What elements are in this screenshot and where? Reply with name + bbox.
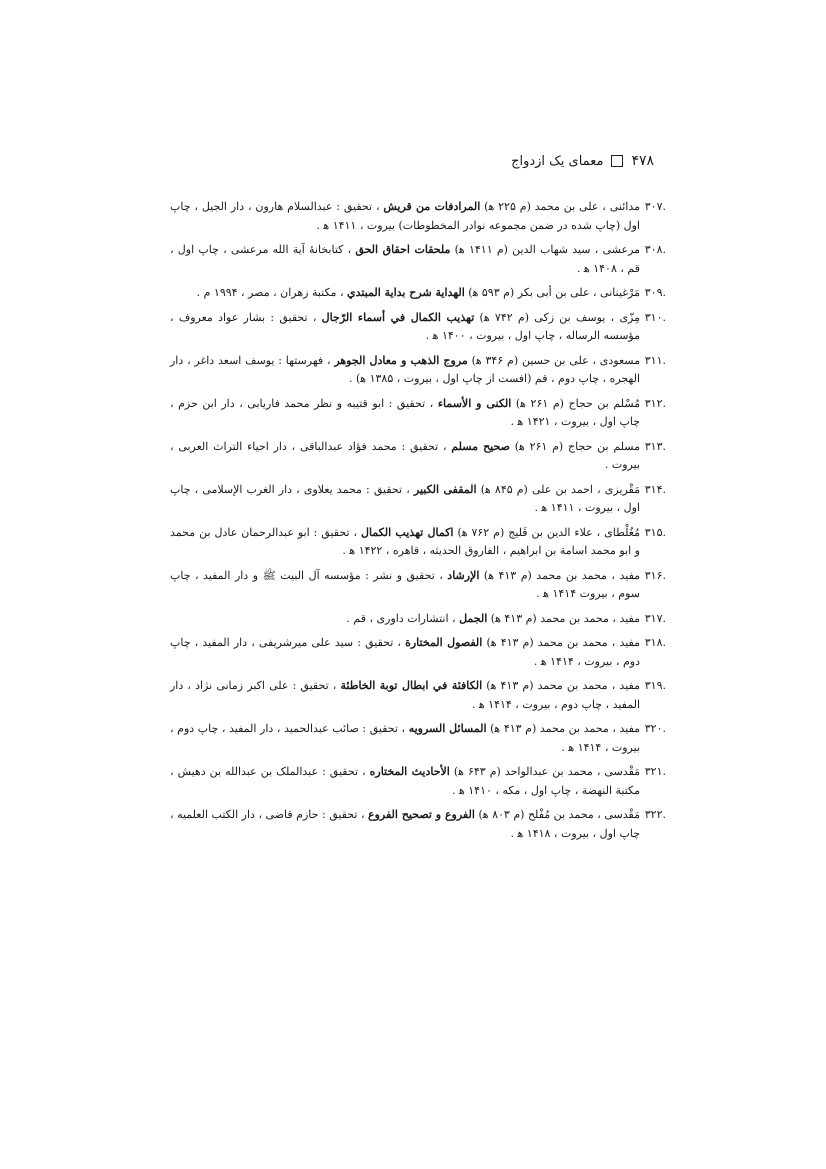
entry-author: مُسْلم بن حجاج (م ۲۶۱ ﻫ)	[515, 396, 641, 410]
bibliography-entry	[170, 284, 666, 303]
entry-author: مَقْدسی ، محمد بن مُفْلح (م ۸۰۳ ﻫ)	[478, 808, 640, 821]
entry-details: ، فهرستها : یوسف اسعد داغر ، دار الهجره ، چاپ دوم ، قم (افست از چاپ اول ، بیروت ، ۱۳۸۵ ﻫ) .	[170, 353, 640, 385]
square-ornament-icon	[611, 155, 623, 167]
entry-author: مفید ، محمد بن محمد (م ۴۱۳ ﻫ)	[486, 636, 640, 649]
entry-author: مرعشی ، سید شهاب الدین (م ۱۴۱۱ ﻫ)	[454, 243, 641, 256]
entry-details: ، انتشارات داوری ، قم .	[346, 611, 456, 625]
entry-details: ، تحقیق : ابو عبدالرحمان عادل بن محمد و ابو محمد اسامة بن ابراهیم ، الفاروق الحدیثه ، قاهره ، ۱۴۲۲ ﻫ .	[170, 525, 640, 557]
entry-author: مدائنی ، علی بن محمد (م ۲۲۵ ﻫ)	[484, 200, 641, 213]
entry-number: ۳۱۹.	[644, 679, 666, 692]
bibliography-entry	[170, 610, 666, 629]
entry-details: ، تحقیق : علی اکبر زمانی نژاد ، دار المفید ، چاپ دوم ، بیروت ، ۱۴۱۴ ﻫ .	[170, 679, 640, 711]
entry-author: مفید ، محمد بن محمد (م ۴۱۳ ﻫ)	[490, 611, 640, 625]
entry-details: ، تحقیق : حازم قاضی ، دار الکتب العلمیه ، چاپ اول ، بیروت ، ۱۴۱۸ ﻫ .	[170, 808, 640, 840]
bibliography-entry	[170, 806, 666, 843]
entry-author: مَرْغینانی ، علی بن أبی بکر (م ۵۹۳ ﻫ)	[468, 286, 640, 299]
entry-number: ۳۲۰.	[644, 722, 666, 735]
entry-number: ۳۰۹.	[644, 286, 666, 299]
bibliography-entry	[170, 438, 666, 475]
bibliography-entry	[170, 395, 666, 432]
entry-details: ، کتابخانهٔ آیة الله مرعشی ، چاپ اول ، قم ، ۱۴۰۸ ﻫ .	[170, 243, 640, 275]
entry-number: ۳۱۷.	[644, 611, 666, 625]
entry-details: ، تحقیق : محمد یعلاوی ، دار الغرب الإسلامی ، چاپ اول ، بیروت ، ۱۴۱۱ ﻫ .	[170, 482, 640, 514]
bibliography-entry	[170, 198, 666, 235]
entry-title: الكافئة في ابطال توبة الخاطئة	[340, 679, 483, 692]
entry-title: صحيح مسلم	[451, 439, 510, 453]
entry-author: مَقْریزی ، احمد بن علی (م ۸۴۵ ﻫ)	[480, 482, 641, 496]
entry-number: ۳۱۴.	[644, 482, 666, 496]
bibliography-entry	[170, 677, 666, 714]
entry-number: ۳۱۳.	[644, 439, 666, 453]
entry-title: مروج الذهب و معادل الجوهر	[334, 353, 468, 367]
bibliography-entry	[170, 309, 666, 346]
entry-number: ۳۱۲.	[644, 396, 666, 410]
bibliography-entry	[170, 720, 666, 757]
entry-title: الفروع و تصحيح الفروع	[368, 808, 475, 821]
bibliography-entry	[170, 352, 666, 389]
entry-details: ، مکتبة زهران ، مصر ، ۱۹۹۴ م .	[196, 286, 344, 299]
entry-author: مُغُلْطای ، علاء الدین بن قَلیج (م ۷۶۲ ﻫ)	[457, 525, 641, 539]
entry-number: ۳۰۷.	[644, 200, 666, 213]
entry-details: ، تحقیق : صائب عبدالحمید ، دار المفید ، چاپ دوم ، بیروت ، ۱۴۱۴ ﻫ .	[170, 722, 640, 754]
bibliography-entry	[170, 634, 666, 671]
entry-author: مِزّی ، یوسف بن زکی (م ۷۴۲ ﻫ)	[479, 310, 641, 324]
entry-number: ۳۱۰.	[644, 310, 666, 324]
entry-author: مسلم بن حجاج (م ۲۶۱ ﻫ)	[514, 439, 640, 453]
entry-title: الكنى و الأسماء	[437, 396, 512, 410]
entry-title: اكمال تهذيب الكمال	[360, 525, 454, 539]
bibliography-entry	[170, 481, 666, 518]
entry-details: ، تحقیق : عبدالملک بن عبدالله بن دهیش ، مکتبة النهضة ، چاپ اول ، مکه ، ۱۴۱۰ ﻫ .	[170, 765, 640, 797]
entry-number: ۳۱۵.	[644, 525, 666, 539]
entry-details: ، تحقیق : عبدالسلام هارون ، دار الجیل ، چاپ اول (چاپ شده در ضمن مجموعه نوادر المخطوطات) بیروت ، ۱۴۱۱ ﻫ .	[170, 200, 640, 232]
entry-author: مسعودی ، علی بن حسین (م ۳۴۶ ﻫ)	[471, 353, 641, 367]
entry-details: ، تحقیق : سید علی میرشریفی ، دار المفید ، چاپ دوم ، بیروت ، ۱۴۱۴ ﻫ .	[170, 636, 640, 668]
entry-details: ، تحقیق : محمد فؤاد عبدالباقی ، دار احیاء التراث العربی ، بیروت .	[170, 439, 640, 471]
entry-title: الهداية شرح بداية المبتدي	[347, 286, 465, 299]
entry-title: الجمل	[459, 611, 488, 625]
entry-number: ۳۲۲.	[644, 808, 666, 821]
entry-title: تهذيب الكمال في أسماء الرّجال	[321, 310, 475, 324]
entry-title: ملحقات احقاق الحق	[355, 243, 451, 256]
entry-details: ، تحقیق : بشار عواد معروف ، مؤسسه الرساله ، چاپ اول ، بیروت ، ۱۴۰۰ ﻫ .	[170, 310, 640, 342]
entry-title: الأحاديث المختاره	[369, 765, 450, 778]
bibliography-entry	[170, 567, 666, 604]
entry-number: ۳۰۸.	[644, 243, 666, 256]
entry-title: الإرشاد	[447, 568, 480, 582]
bibliography-entry	[170, 763, 666, 800]
page-number: ۴۷۸	[631, 153, 654, 169]
entry-number: ۳۱۸.	[644, 636, 666, 649]
entry-details: ، تحقیق : ابو قتیبه و نظر محمد فاریابی ، دار ابن حزم ، چاپ اول ، بیروت ، ۱۴۲۱ ﻫ .	[170, 396, 640, 428]
entry-author: مفید ، محمد بن محمد (م ۴۱۳ ﻫ)	[486, 679, 640, 692]
entry-author: مفید ، محمد بن محمد (م ۴۱۳ ﻫ)	[483, 568, 641, 582]
entry-title: المرادفات من قريش	[383, 200, 481, 213]
entry-number: ۳۱۶.	[644, 568, 666, 582]
entry-author: مفید ، محمد بن محمد (م ۴۱۳ ﻫ)	[490, 722, 641, 735]
page-header	[506, 150, 654, 172]
entry-title: المسائل السرويه	[408, 722, 487, 735]
bibliography-entry	[170, 524, 666, 561]
entry-number: ۳۲۱.	[644, 765, 666, 778]
bibliography-list	[170, 198, 666, 849]
entry-title: الفصول المختارة	[405, 636, 483, 649]
running-title: معمای یک ازدواج	[511, 153, 604, 169]
entry-title: المقفى الكبير	[413, 482, 477, 496]
entry-number: ۳۱۱.	[644, 353, 666, 367]
bibliography-entry	[170, 241, 666, 278]
entry-author: مَقْدسی ، محمد بن عبدالواحد (م ۶۴۳ ﻫ)	[453, 765, 641, 778]
entry-details: ، تحقیق و نشر : مؤسسه آل البیت ﷺ و دار المفید ، چاپ سوم ، بیروت ۱۴۱۴ ﻫ .	[170, 568, 640, 600]
